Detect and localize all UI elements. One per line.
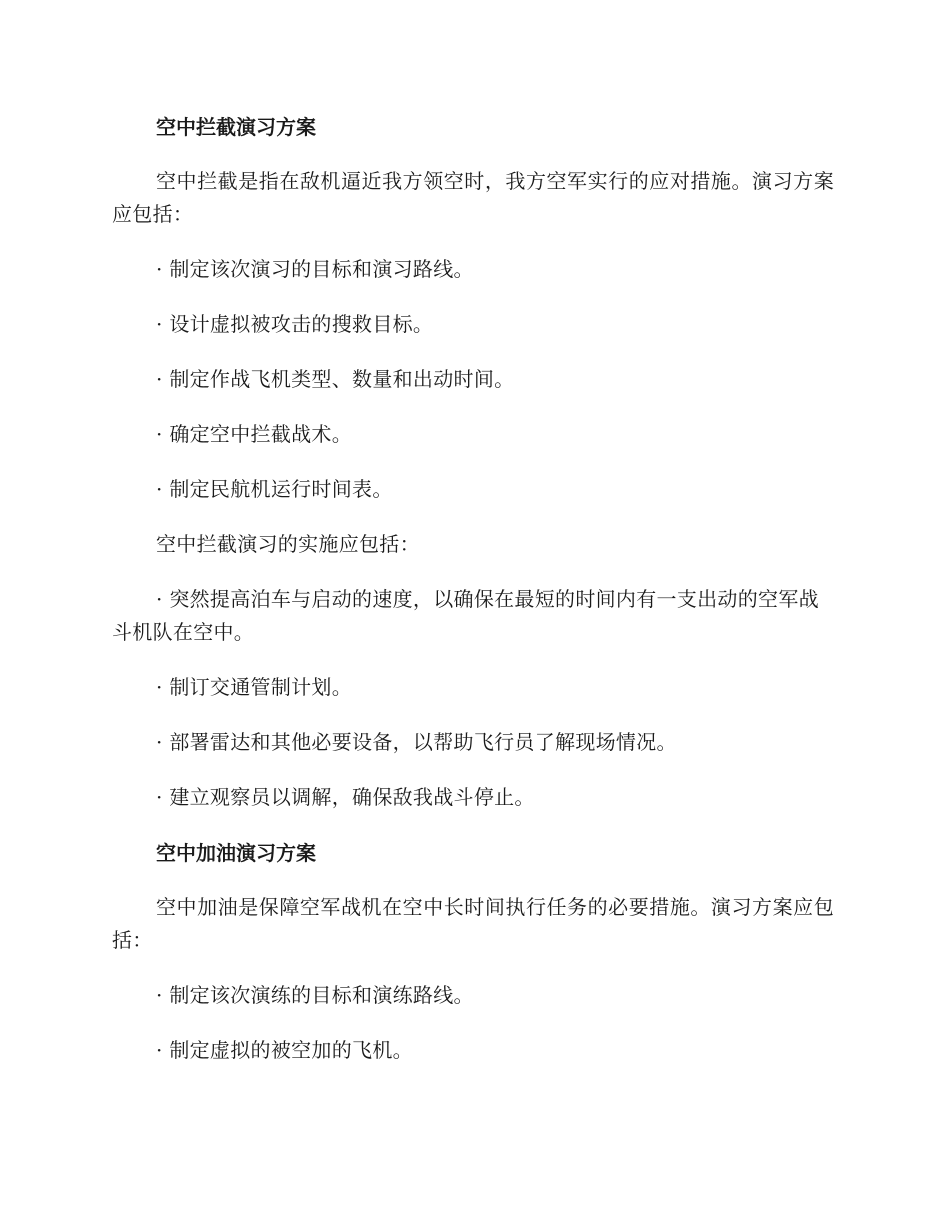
section-heading-air-refueling: 空中加油演习方案: [156, 841, 316, 865]
list-item: · 制定虚拟的被空加的飞机。: [156, 1038, 413, 1062]
list-item: · 制定该次演练的目标和演练路线。: [156, 983, 474, 1007]
list-item: · 建立观察员以调解，确保敌我战斗停止。: [156, 785, 535, 809]
list-item: · 制订交通管制计划。: [156, 675, 353, 699]
list-item: · 确定空中拦截战术。: [156, 422, 353, 446]
implementation-intro: 空中拦截演习的实施应包括：: [156, 532, 420, 556]
list-item: · 设计虚拟被攻击的搜救目标。: [156, 312, 434, 336]
list-item: · 制定民航机运行时间表。: [156, 477, 393, 501]
section-heading-air-interception: 空中拦截演习方案: [156, 115, 316, 139]
list-item: · 制定作战飞机类型、数量和出动时间。: [156, 367, 515, 391]
document-page: [112, 110, 834, 1089]
section-intro-air-interception: 空中拦截是指在敌机逼近我方领空时，我方空军实行的应对措施。演习方案应包括：: [112, 169, 834, 226]
list-item: · 突然提高泊车与启动的速度，以确保在最短的时间内有一支出动的空军战斗机队在空中。: [112, 587, 819, 644]
section-intro-air-refueling: 空中加油是保障空军战机在空中长时间执行任务的必要措施。演习方案应包括：: [112, 895, 834, 952]
list-item: · 部署雷达和其他必要设备，以帮助飞行员了解现场情况。: [156, 730, 677, 754]
list-item: · 制定该次演习的目标和演习路线。: [156, 257, 474, 281]
